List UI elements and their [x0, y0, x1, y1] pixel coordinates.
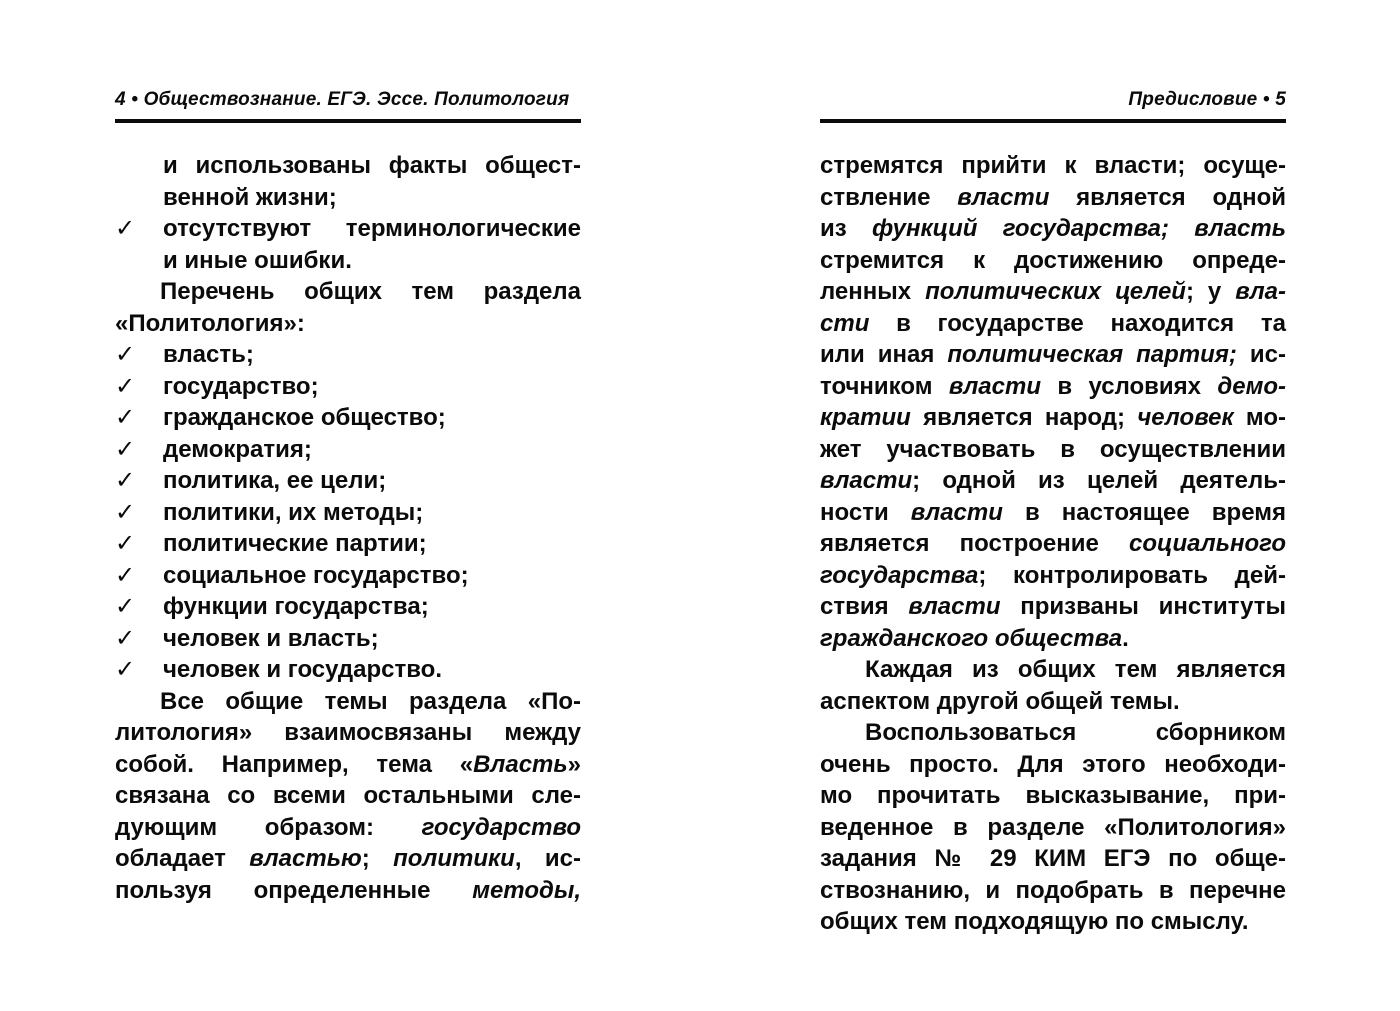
text-run: общих тем подходящую по смыслу.: [820, 908, 1249, 935]
text-run: функции государства;: [163, 593, 429, 620]
text-run: венной жизни;: [163, 183, 337, 211]
text-run: ствия: [820, 593, 909, 620]
text-line: [820, 623, 1286, 655]
text-line: [115, 686, 581, 718]
text-line: [115, 591, 581, 623]
check-icon: ✓: [115, 435, 136, 463]
italic-text-run: методы,: [472, 876, 581, 904]
text-run: политики, их методы;: [163, 498, 424, 526]
italic-text-run: власти: [908, 593, 1001, 620]
text-run: жет участвовать в осуществлении: [820, 435, 1286, 463]
italic-text-run: вла-: [1235, 278, 1286, 305]
italic-text-run: государства: [820, 561, 979, 589]
text-line: [820, 686, 1286, 718]
italic-text-run: власти: [957, 183, 1050, 211]
text-line: [820, 749, 1286, 781]
text-run: задания № 29 КИМ ЕГЭ по обще-: [820, 845, 1286, 872]
text-line: [820, 182, 1286, 214]
text-line: [115, 875, 581, 907]
text-run: демократия;: [163, 435, 312, 463]
text-line: [115, 528, 581, 560]
left-page: [115, 88, 581, 906]
check-icon: ✓: [115, 593, 136, 620]
check-icon: ✓: [115, 498, 136, 526]
text-run: ;: [361, 845, 394, 872]
text-run: ленных: [820, 278, 926, 305]
text-run: является построение: [820, 530, 1129, 557]
check-icon: ✓: [115, 656, 136, 683]
text-line: [820, 150, 1286, 182]
check-icon: ✓: [115, 404, 136, 431]
text-line: [115, 182, 581, 214]
text-line: [820, 339, 1286, 371]
text-line: [115, 371, 581, 403]
text-line: [115, 717, 581, 749]
text-run: в государстве находится та: [869, 309, 1286, 337]
text-run: и использованы факты общест-: [163, 152, 581, 179]
text-run: Каждая из общих тем является: [865, 656, 1286, 683]
text-line: [115, 213, 581, 245]
text-line: [820, 591, 1286, 623]
text-line: [115, 434, 581, 466]
text-line: [115, 245, 581, 277]
text-run: политические партии;: [163, 530, 427, 557]
text-run: отсутствуют терминологические: [163, 215, 581, 242]
text-line: [115, 497, 581, 529]
text-line: [820, 654, 1286, 686]
text-line: [820, 402, 1286, 434]
italic-text-run: политическая партия;: [947, 341, 1237, 368]
text-line: [820, 875, 1286, 907]
check-icon: ✓: [115, 215, 136, 242]
text-line: [820, 371, 1286, 403]
text-run: является одной: [1049, 183, 1286, 211]
text-line: [820, 717, 1286, 749]
text-line: [820, 528, 1286, 560]
italic-text-run: кратии: [820, 404, 911, 431]
text-line: [115, 812, 581, 844]
text-line: [820, 245, 1286, 277]
text-run: является народ;: [910, 404, 1138, 431]
italic-text-run: политики: [393, 845, 515, 872]
text-run: стремится к достижению опреде-: [820, 246, 1286, 274]
italic-text-run: сти: [820, 309, 870, 337]
italic-text-run: власти: [910, 498, 1003, 526]
text-run: ности: [820, 498, 911, 526]
text-run: литология» взаимосвязаны между: [115, 719, 581, 746]
text-run: ; одной из целей деятель-: [912, 467, 1286, 494]
left-page-header: 4 • Обществознание. ЕГЭ. Эссе. Политология: [115, 88, 581, 123]
text-line: [115, 276, 581, 308]
text-run: собой. Например, тема «: [115, 750, 474, 778]
left-page-body: [115, 150, 581, 906]
text-line: [820, 780, 1286, 812]
text-run: ис-: [1236, 341, 1286, 368]
text-line: [115, 560, 581, 592]
text-run: , ис-: [514, 845, 581, 872]
italic-text-run: человек: [1137, 404, 1234, 431]
text-run: государство;: [163, 372, 319, 400]
text-run: ствознанию, и подобрать в перечне: [820, 876, 1286, 904]
text-run: ствление: [820, 183, 958, 211]
text-run: власть;: [163, 341, 254, 368]
text-line: [115, 402, 581, 434]
text-run: или иная: [820, 341, 948, 368]
text-line: [820, 497, 1286, 529]
text-run: точником: [820, 372, 949, 400]
text-line: [820, 560, 1286, 592]
text-run: веденное в разделе «Политология»: [820, 813, 1286, 841]
text-run: мо-: [1233, 404, 1286, 431]
text-run: ; контролировать дей-: [978, 561, 1286, 589]
italic-text-run: гражданского общества: [820, 624, 1123, 652]
text-run: Перечень общих тем раздела: [160, 278, 581, 305]
text-run: Все общие темы раздела «По-: [160, 687, 581, 715]
text-run: мо прочитать высказывание, при-: [820, 782, 1286, 809]
check-icon: ✓: [115, 624, 136, 652]
text-run: из: [820, 215, 872, 242]
text-line: [115, 843, 581, 875]
text-line: [115, 308, 581, 340]
text-run: .: [1122, 624, 1129, 652]
text-run: очень просто. Для этого необходи-: [820, 750, 1286, 778]
italic-text-run: властью: [249, 845, 362, 872]
italic-text-run: демо-: [1217, 372, 1286, 400]
text-line: [820, 906, 1286, 938]
text-line: [115, 623, 581, 655]
text-run: в условиях: [1040, 372, 1218, 400]
italic-text-run: Власть: [473, 750, 568, 778]
text-run: призваны институты: [1000, 593, 1286, 620]
text-run: пользуя определенные: [115, 876, 473, 904]
check-icon: ✓: [115, 341, 136, 368]
text-run: обладает: [115, 845, 250, 872]
text-line: [115, 465, 581, 497]
text-run: ; у: [1185, 278, 1236, 305]
text-run: Воспользоваться сборником: [865, 719, 1286, 746]
right-page-header: Предисловие • 5: [820, 88, 1286, 123]
text-line: [820, 843, 1286, 875]
right-page: [820, 88, 1286, 938]
text-line: [115, 780, 581, 812]
italic-text-run: власти: [820, 467, 913, 494]
italic-text-run: функций государства; власть: [871, 215, 1286, 242]
text-run: дующим образом:: [115, 813, 422, 841]
text-line: [820, 465, 1286, 497]
text-line: [115, 339, 581, 371]
text-run: человек и государство.: [163, 656, 442, 683]
text-line: [820, 812, 1286, 844]
italic-text-run: власти: [948, 372, 1041, 400]
text-line: [820, 434, 1286, 466]
text-run: политика, ее цели;: [163, 467, 387, 494]
text-line: [115, 654, 581, 686]
check-icon: ✓: [115, 561, 136, 589]
text-run: связана со всеми остальными сле-: [115, 782, 581, 809]
check-icon: ✓: [115, 530, 136, 557]
italic-text-run: политических целей: [925, 278, 1186, 305]
text-run: в настоящее время: [1002, 498, 1286, 526]
text-run: стремятся прийти к власти; осуще-: [820, 152, 1286, 179]
text-line: [115, 150, 581, 182]
check-icon: ✓: [115, 372, 136, 400]
text-line: [820, 213, 1286, 245]
text-line: [115, 749, 581, 781]
text-run: человек и власть;: [163, 624, 379, 652]
text-run: социальное государство;: [163, 561, 469, 589]
text-run: гражданское общество;: [163, 404, 446, 431]
right-page-body: [820, 150, 1286, 938]
text-line: [820, 308, 1286, 340]
check-icon: ✓: [115, 467, 136, 494]
text-run: и иные ошибки.: [163, 246, 352, 274]
italic-text-run: государство: [421, 813, 581, 841]
text-run: аспектом другой общей темы.: [820, 687, 1180, 715]
text-run: «Политология»:: [115, 309, 305, 337]
italic-text-run: социального: [1128, 530, 1286, 557]
text-line: [820, 276, 1286, 308]
text-run: »: [567, 750, 581, 778]
